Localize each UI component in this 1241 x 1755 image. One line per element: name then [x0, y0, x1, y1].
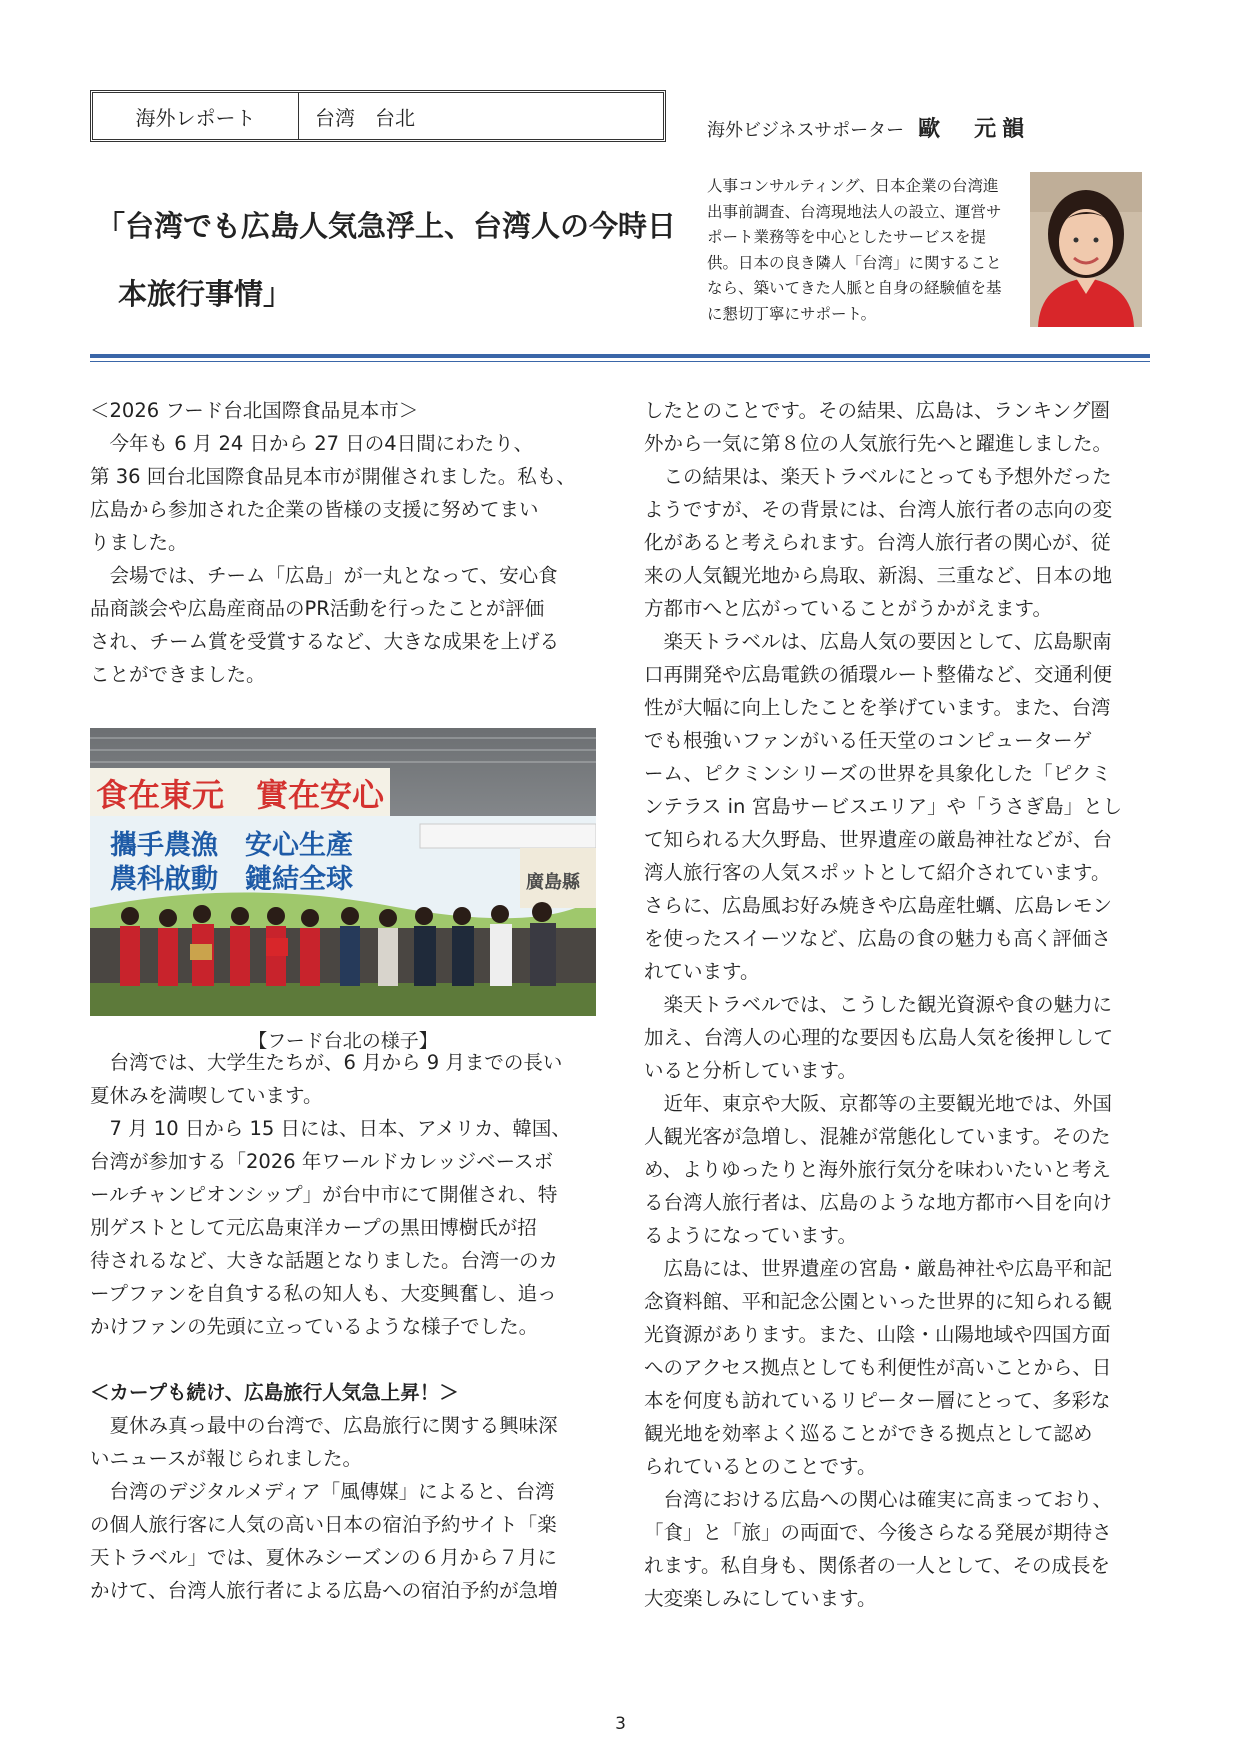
paragraph-line: られているとのことです。: [644, 1455, 877, 1478]
paragraph-line: へのアクセス拠点としても利便性が高いことから、日: [644, 1356, 1112, 1379]
bio-line: に懇切丁寧にサポート。: [707, 304, 877, 323]
paragraph-line: 待されるなど、大きな話題となりました。台湾一のカ: [90, 1249, 559, 1272]
paragraph-line: 広島から参加された企業の皆様の支援に努めてまい: [90, 498, 539, 521]
author-portrait: [1030, 172, 1142, 327]
paragraph-line: 会場では、チーム「広島」が一丸となって、安心食: [109, 564, 558, 587]
paragraph-line: 台湾のデジタルメディア「風傳媒」によると、台湾: [109, 1480, 555, 1503]
paragraph-line: 楽天トラベルは、広島人気の要因として、広島駅南: [663, 630, 1112, 653]
paragraph-line: 湾人旅行客の人気スポットとして紹介されています。: [644, 861, 1111, 884]
paragraph-line: 7 月 10 日から 15 日には、日本、アメリカ、韓国、: [109, 1117, 571, 1140]
paragraph-line: の個人旅行客に人気の高い日本の宿泊予約サイト「楽: [90, 1513, 557, 1536]
paragraph-line: いニュースが報じられました。: [90, 1447, 363, 1470]
report-category: 海外レポート: [93, 93, 299, 139]
paragraph-line: され、チーム賞を受賞するなど、大きな成果を上げる: [90, 630, 560, 653]
paragraph-line: 本を何度も訪れているリピーター層にとって、多彩な: [644, 1389, 1111, 1412]
paragraph-line: かけファンの先頭に立っているような様子でした。: [90, 1315, 539, 1338]
photo-banner-line1: 攜手農漁 安心生產: [110, 830, 353, 861]
paragraph-line: ールチャンピオンシップ」が台中市にて開催され、特: [90, 1183, 558, 1206]
paragraph-line: 来の人気観光地から鳥取、新潟、三重など、日本の地: [644, 564, 1113, 587]
paragraph-line: 今年も 6 月 24 日から 27 日の4日間にわたり、: [109, 432, 534, 455]
paragraph-line: 光資源があります。また、山陰・山陽地域や四国方面: [644, 1323, 1111, 1346]
paragraph-line: 天トラベル」では、夏休みシーズンの６月から７月に: [90, 1546, 558, 1569]
paragraph-line: さらに、広島風お好み焼きや広島産牡蠣、広島レモン: [644, 894, 1113, 917]
paragraph-line: この結果は、楽天トラベルにとっても予想外だった: [663, 465, 1112, 488]
paragraph-line: したとのことです。その結果、広島は、ランキング圏: [644, 399, 1110, 422]
bio-line: 供。日本の良き隣人「台湾」に関すること: [707, 253, 1002, 272]
supporter-role: 海外ビジネスサポーター: [707, 120, 905, 141]
paragraph-line: 加え、台湾人の心理的な要因も広島人気を後押しして: [644, 1026, 1114, 1049]
paragraph-line: 台湾における広島への関心は確実に高まっており、: [663, 1488, 1113, 1511]
paragraph-line: 近年、東京や大阪、京都等の主要観光地では、外国: [663, 1092, 1113, 1115]
bio-line: 出事前調査、台湾現地法人の設立、運営サ: [707, 202, 1002, 221]
paragraph-line: 夏休みを満喫しています。: [90, 1084, 323, 1107]
paragraph-line: ことができました。: [90, 663, 266, 686]
paragraph-line: て知られる大久野島、世界遺産の厳島神社などが、台: [644, 828, 1113, 851]
photo-banner-line2: 農科啟動 鏈結全球: [110, 864, 353, 895]
paragraph-line: ようですが、その背景には、台湾人旅行者の志向の変: [644, 498, 1113, 521]
paragraph-line: 念資料館、平和記念公園といった世界的に知られる観: [644, 1290, 1113, 1313]
paragraph-line: る台湾人旅行者は、広島のような地方都市へ目を向け: [644, 1191, 1113, 1214]
event-photo: [90, 728, 596, 1016]
paragraph-line: ープファンを自負する私の知人も、大変興奮し、追っ: [90, 1282, 557, 1305]
paragraph-line: め、よりゆったりと海外旅行気分を味わいたいと考え: [644, 1158, 1112, 1181]
photo-booth-sign: 廣島縣: [526, 872, 580, 893]
supporter-name: 歐 元韻: [918, 117, 1031, 142]
paragraph-line: 大変楽しみにしています。: [644, 1587, 877, 1610]
paragraph-line: 台湾が参加する「2026 年ワールドカレッジベースボ: [90, 1150, 554, 1173]
paragraph-line: 外から一気に第８位の人気旅行先へと躍進しました。: [644, 432, 1113, 455]
paragraph-line: 化があると考えられます。台湾人旅行者の関心が、従: [644, 531, 1111, 554]
section-heading: ＜2026 フード台北国際食品見本市＞: [90, 399, 419, 422]
paragraph-line: れます。私自身も、関係者の一人として、その成長を: [644, 1554, 1111, 1577]
paragraph-line: 方都市へと広がっていることがうかがえます。: [644, 597, 1052, 620]
paragraph-line: 品商談会や広島産商品のPR活動を行ったことが評価: [90, 597, 545, 620]
divider-thick: [90, 354, 1150, 358]
paragraph-line: りました。: [90, 531, 188, 554]
paragraph-line: いると分析しています。: [644, 1059, 857, 1082]
paragraph-line: を使ったスイーツなど、広島の食の魅力も高く評価さ: [644, 927, 1111, 950]
supporter-line: [707, 112, 1030, 143]
paragraph-line: 台湾では、大学生たちが、6 月から 9 月までの長い: [109, 1051, 563, 1074]
page-number: 3: [615, 1714, 626, 1734]
left-column-top: [90, 394, 600, 691]
paragraph-line: でも根強いファンがいる任天堂のコンピューターゲ: [644, 729, 1093, 752]
paragraph-line: 楽天トラベルでは、こうした観光資源や食の魅力に: [663, 993, 1113, 1016]
bio-line: ポート業務等を中心としたサービスを提: [707, 228, 987, 246]
paragraph-line: 第 36 回台北国際食品見本市が開催されました。私も、: [90, 465, 576, 488]
paragraph-line: 性が大幅に向上したことを挙げています。また、台湾: [644, 696, 1111, 719]
paragraph-line: 夏休み真っ最中の台湾で、広島旅行に関する興味深: [109, 1414, 558, 1437]
paragraph-line: 別ゲストとして元広島東洋カープの黒田博樹氏が招: [90, 1216, 537, 1239]
paragraph-line: れています。: [644, 960, 760, 983]
paragraph-line: ーム、ピクミンシリーズの世界を具象化した「ピクミ: [644, 762, 1112, 785]
left-column-bottom: [90, 1046, 600, 1607]
photo-caption: 【フード台北の様子】: [248, 1030, 438, 1052]
photo-banner-top: 食在東元 實在安心: [96, 776, 385, 814]
title-line-2: 本旅行事情」: [118, 277, 293, 311]
paragraph-line: かけて、台湾人旅行者による広島への宿泊予約が急増: [90, 1579, 558, 1602]
paragraph-line: るようになっています。: [644, 1224, 857, 1247]
title-line-1: 「台湾でも広島人気急浮上、台湾人の今時日: [96, 209, 677, 243]
paragraph-line: 人観光客が急増し、混雑が常態化しています。そのた: [644, 1125, 1111, 1148]
author-bio: [707, 174, 1011, 327]
paragraph-line: 観光地を効率よく巡ることができる拠点として認め: [644, 1422, 1093, 1445]
section-heading: ＜カープも続け、広島旅行人気急上昇！＞: [90, 1381, 459, 1404]
article-title: [96, 192, 676, 328]
right-column: [644, 394, 1154, 1615]
paragraph-line: ンテラス in 宮島サービスエリア」や「うさぎ島」とし: [644, 795, 1123, 818]
paragraph-line: 口再開発や広島電鉄の循環ルート整備など、交通利便: [644, 663, 1113, 686]
bio-line: なら、築いてきた人脈と自身の経験値を基: [707, 279, 1002, 297]
report-header-box: [90, 90, 666, 142]
paragraph-line: 広島には、世界遺産の宮島・厳島神社や広島平和記: [663, 1257, 1113, 1280]
report-location: 台湾 台北: [315, 105, 415, 130]
paragraph-line: 「食」と「旅」の両面で、今後さらなる発展が期待さ: [644, 1521, 1112, 1544]
bio-line: 人事コンサルティング、日本企業の台湾進: [707, 177, 999, 195]
divider-thin: [90, 361, 1150, 362]
